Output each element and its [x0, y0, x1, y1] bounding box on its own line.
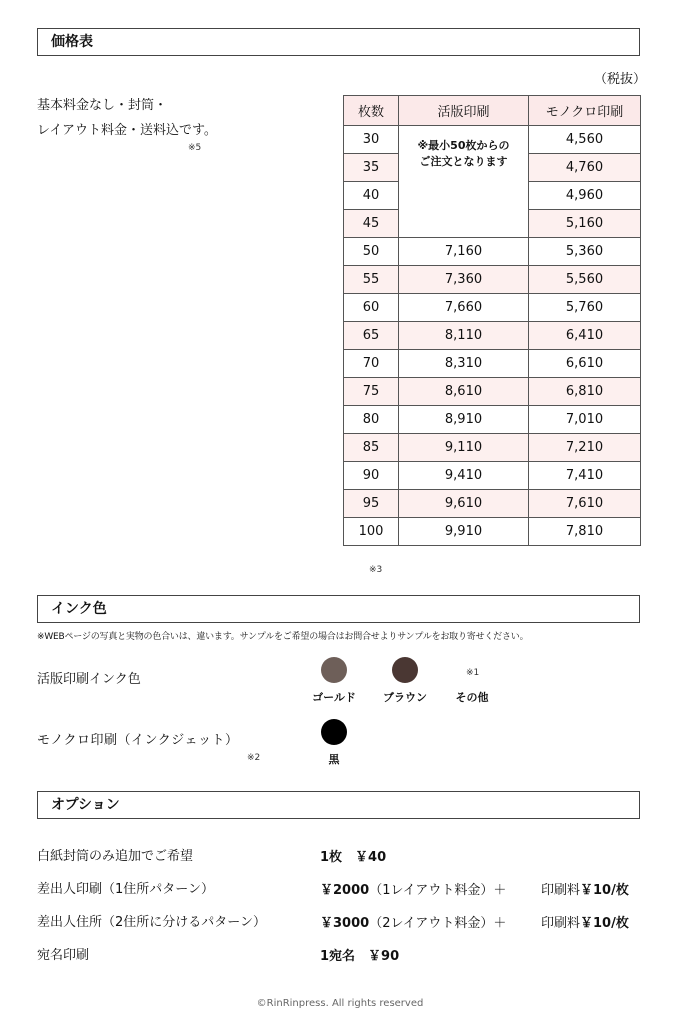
option-value-sender-1: [320, 879, 506, 898]
qty-cell: 80: [344, 406, 399, 434]
table-row: [344, 406, 641, 434]
table-row: [344, 266, 641, 294]
table-row: [344, 490, 641, 518]
qty-cell: 75: [344, 378, 399, 406]
table-row: [344, 126, 641, 154]
option-label-sender-1: 差出人印刷（1住所パターン）: [37, 882, 215, 897]
qty-cell: 45: [344, 210, 399, 238]
mono-price-cell: 6,610: [529, 350, 641, 378]
black-swatch: [321, 719, 347, 745]
qty-cell: 30: [344, 126, 399, 154]
tax-note: （税抜）: [594, 72, 647, 87]
mono-price-cell: 7,210: [529, 434, 641, 462]
mono-price-cell: 7,810: [529, 518, 641, 546]
letterpress-price-cell: 9,410: [399, 462, 529, 490]
header-qty: 枚数: [344, 96, 399, 126]
letterpress-price-cell: 9,610: [399, 490, 529, 518]
option-extra-sender-1: [541, 879, 629, 898]
brown-swatch: [392, 657, 418, 683]
note-5: ※5: [188, 143, 202, 153]
mono-price-cell: 7,410: [529, 462, 641, 490]
mono-price-cell: 5,160: [529, 210, 641, 238]
letterpress-price-cell: 7,660: [399, 294, 529, 322]
mono-price-cell: 5,360: [529, 238, 641, 266]
letterpress-price-cell: 7,160: [399, 238, 529, 266]
mono-price-cell: 6,410: [529, 322, 641, 350]
option-section-header: [37, 791, 640, 819]
qty-cell: 70: [344, 350, 399, 378]
black-label: 黒: [328, 753, 340, 766]
table-row: [344, 322, 641, 350]
note-2: ※2: [247, 753, 261, 763]
note-3: ※3: [369, 565, 383, 575]
web-color-note: ※WEBページの写真と実物の色合いは、違います。サンプルをご希望の場合はお問合せよりサンプルをお取り寄せください。: [37, 632, 529, 642]
mono-price-cell: 7,010: [529, 406, 641, 434]
mono-price-cell: 5,760: [529, 294, 641, 322]
option-extra-sender-2: [541, 912, 629, 931]
letterpress-price-cell: 7,360: [399, 266, 529, 294]
mono-price-cell: 4,960: [529, 182, 641, 210]
option-extra-label-sender-1: 印刷料: [541, 883, 581, 898]
header-mono: モノクロ印刷: [529, 96, 641, 126]
mono-price-cell: 4,760: [529, 154, 641, 182]
option-value-blank-envelope: [320, 846, 386, 865]
min-order-note-line2: ご注文となります: [419, 155, 508, 168]
table-row: [344, 350, 641, 378]
option-value-sender-2: [320, 912, 506, 931]
letterpress-ink-label: 活版印刷インク色: [37, 672, 141, 687]
option-extra-price-sender-1: ￥10/枚: [580, 883, 629, 898]
other-color-label: その他: [455, 691, 489, 704]
option-price-blank-envelope: 1枚 ￥40: [320, 850, 387, 865]
mono-price-cell: 5,560: [529, 266, 641, 294]
note-1: ※1: [466, 668, 480, 678]
qty-cell: 40: [344, 182, 399, 210]
price-intro-line2: レイアウト料金・送料込です。: [37, 123, 217, 138]
price-section-header: [37, 28, 640, 56]
qty-cell: 95: [344, 490, 399, 518]
gold-label: ゴールド: [312, 691, 356, 704]
footer-copyright: ©RinRinpress. All rights reserved: [256, 998, 424, 1009]
qty-cell: 100: [344, 518, 399, 546]
table-row: [344, 378, 641, 406]
header-letterpress: 活版印刷: [399, 96, 529, 126]
mono-price-cell: 7,610: [529, 490, 641, 518]
option-price-sender-1: ￥2000: [320, 883, 370, 898]
brown-label: ブラウン: [383, 691, 427, 704]
letterpress-price-cell: 9,110: [399, 434, 529, 462]
price-intro-line1: 基本料金なし・封筒・: [37, 98, 168, 113]
table-row: [344, 294, 641, 322]
table-row: [344, 238, 641, 266]
price-section-title: 価格表: [51, 34, 93, 50]
option-label-sender-2: 差出人住所（2住所に分けるパターン）: [37, 915, 267, 930]
table-row: [344, 434, 641, 462]
letterpress-price-cell: 8,610: [399, 378, 529, 406]
table-row: [344, 518, 641, 546]
price-table: [343, 95, 641, 546]
letterpress-price-cell: 8,310: [399, 350, 529, 378]
option-value-address-print: [320, 945, 399, 964]
qty-cell: 55: [344, 266, 399, 294]
qty-cell: 50: [344, 238, 399, 266]
letterpress-price-cell: 9,910: [399, 518, 529, 546]
table-row: [344, 462, 641, 490]
option-section-title: オプション: [51, 797, 120, 813]
mono-ink-label: モノクロ印刷（インクジェット）: [37, 733, 239, 748]
option-extra-label-sender-2: 印刷料: [541, 916, 581, 931]
min-order-note-line1: ※最小50枚からの: [417, 139, 510, 152]
option-price-address-print: 1宛名 ￥90: [320, 949, 400, 964]
mono-price-cell: 4,560: [529, 126, 641, 154]
qty-cell: 60: [344, 294, 399, 322]
option-label-address-print: 宛名印刷: [37, 948, 90, 963]
option-label-blank-envelope: 白紙封筒のみ追加でご希望: [37, 849, 194, 864]
letterpress-price-cell: 8,110: [399, 322, 529, 350]
qty-cell: 85: [344, 434, 399, 462]
option-paren-sender-2: （2レイアウト料金）＋: [369, 916, 507, 931]
gold-swatch: [321, 657, 347, 683]
qty-cell: 35: [344, 154, 399, 182]
price-table-header-row: [344, 96, 641, 126]
option-extra-price-sender-2: ￥10/枚: [580, 916, 629, 931]
qty-cell: 90: [344, 462, 399, 490]
letterpress-price-cell: 8,910: [399, 406, 529, 434]
qty-cell: 65: [344, 322, 399, 350]
mono-price-cell: 6,810: [529, 378, 641, 406]
option-paren-sender-1: （1レイアウト料金）＋: [369, 883, 507, 898]
ink-section-header: [37, 595, 640, 623]
min-order-note: [399, 126, 529, 238]
ink-section-title: インク色: [51, 601, 107, 617]
option-price-sender-2: ￥3000: [320, 916, 370, 931]
